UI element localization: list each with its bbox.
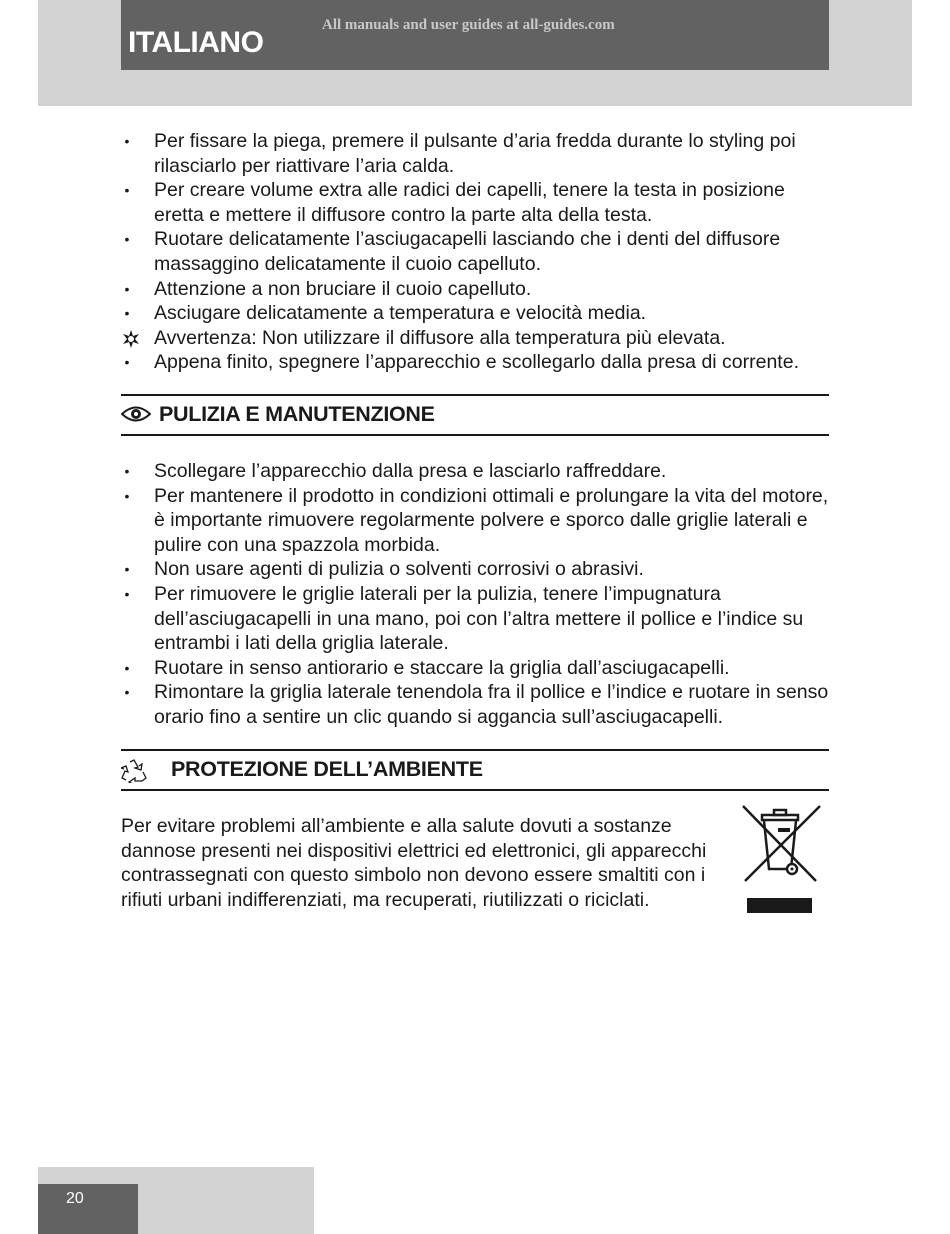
styling-section [121, 129, 829, 375]
bullet: • [124, 305, 130, 322]
list-item [121, 557, 829, 582]
list-item [121, 227, 829, 276]
list-item-text: Rimontare la griglia laterale tenendola fra il pollice e l’indice e ruotare in senso orario fino a sentire un clic quando si aggancia sull’asciugacapelli. [154, 681, 829, 728]
list-item [121, 459, 829, 484]
list-item [121, 680, 829, 729]
list-item [121, 484, 829, 558]
list-item [121, 582, 829, 656]
cleaning-section-header [121, 394, 829, 436]
list-item [121, 129, 829, 178]
recycle-icon [121, 759, 147, 783]
watermark-text: All manuals and user guides at all-guides.com [322, 17, 615, 33]
eye-icon [121, 403, 151, 425]
list-item-text: Per creare volume extra alle radici dei capelli, tenere la testa in posizione eretta e mettere il diffusore contro la parte alta della testa. [154, 179, 785, 226]
bullet: • [124, 133, 130, 149]
list-item-text: Non usare agenti di pulizia o solventi corrosivi o abrasivi. [154, 558, 644, 581]
bullet: • [124, 231, 130, 248]
cleaning-list [121, 459, 829, 730]
list-item-text: Ruotare in senso antiorario e staccare la griglia dall’asciugacapelli. [154, 656, 730, 679]
list-item [121, 277, 829, 302]
section-title: PROTEZIONE DELL’AMBIENTE [171, 757, 483, 781]
bullet: • [124, 561, 130, 578]
list-item-text: Avvertenza: Non utilizzare il diffusore alla temperatura più elevata. [154, 326, 726, 349]
list-item-text: Asciugare delicatamente a temperatura e velocità media. [154, 302, 647, 325]
list-item-text: Per mantenere il prodotto in condizioni ottimali e prolungare la vita del motore, è importante rimuovere regolarmente polvere e sporco dalle griglie laterali e pulire con una spazzola morbida. [154, 484, 829, 556]
list-item [121, 301, 829, 326]
warning-star-icon [121, 329, 141, 349]
list-item-text: Appena finito, spegnere l’apparecchio e scollegarlo dalla presa di corrente. [154, 351, 799, 374]
cleaning-section [121, 459, 829, 730]
language-title: ITALIANO [128, 26, 264, 59]
bullet: • [124, 182, 130, 199]
bullet: • [124, 684, 130, 701]
crossed-out-bin-icon [740, 803, 824, 915]
list-item [121, 178, 829, 227]
list-item-text: Per rimuovere le griglie laterali per la pulizia, tenere l’impugnatura dell’asciugacapelli in una mano, poi con l’altra mettere il pollice e l’indice su entrambi i lati della griglia laterale. [154, 582, 804, 655]
page-number: 20 [66, 1190, 84, 1207]
list-item [121, 350, 829, 375]
footer-box [38, 1184, 138, 1234]
bullet: • [124, 354, 130, 371]
list-item-text: Per fissare la piega, premere il pulsante d’aria fredda durante lo styling poi rilasciarlo per riattivare l’aria calda. [154, 130, 796, 177]
environment-section-header [121, 749, 829, 791]
bullet: • [124, 280, 130, 297]
bullet: • [124, 659, 130, 676]
list-item-text: Scollegare l’apparecchio dalla presa e lasciarlo raffreddare. [154, 460, 667, 482]
bullet: • [124, 463, 130, 479]
list-item-text: Ruotare delicatamente l’asciugacapelli lasciando che i denti del diffusore massaggino delicatamente il cuoio capelluto. [154, 228, 781, 275]
bullet: • [124, 585, 130, 602]
list-item-warning [121, 326, 829, 351]
bullet: • [124, 487, 130, 504]
styling-list [121, 129, 829, 375]
list-item [121, 656, 829, 681]
section-title: PULIZIA E MANUTENZIONE [159, 402, 435, 426]
list-item-text: Attenzione a non bruciare il cuoio capelluto. [154, 277, 532, 300]
environment-paragraph: Per evitare problemi all’ambiente e alla salute dovuti a sostanze dannose presenti nei dispositivi elettrici ed elettronici, gli apparecchi contrassegnati con questo simbolo non devono essere smaltiti con i rifiuti urbani indifferenziati, ma recuperati, riutilizzati o riciclati. [121, 815, 707, 911]
